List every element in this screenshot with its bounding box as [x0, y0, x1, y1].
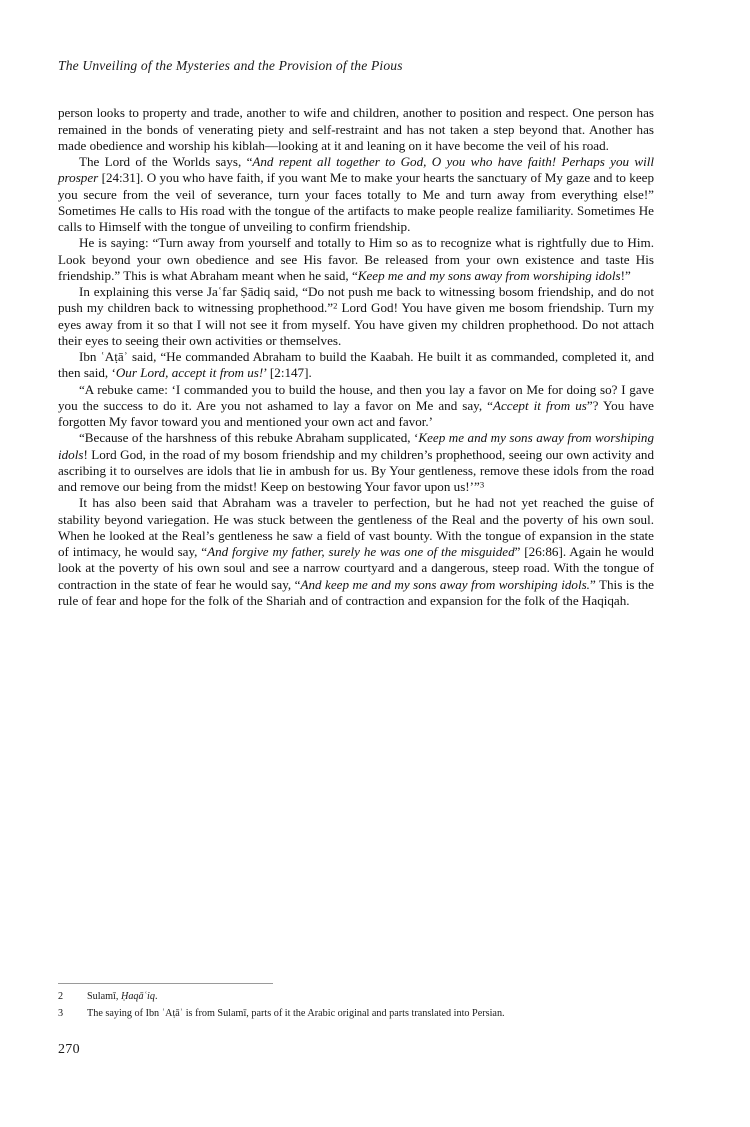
footnote-text — [87, 1007, 654, 1022]
text-run: And repent all together to God, O you who have faith! Perhaps you will prosper — [58, 154, 654, 186]
text-run: It has also been said that Abraham was a traveler to perfection, but he had not yet reached the guise of stability beyond variegation. He was stuck between the gentleness of the Real and the poverty of his own soul. When he looked at the Real’s gentleness he saw a field of vast bounty. With the tongue of expansion in the state of intimacy, he would say, “ — [58, 495, 654, 560]
text-run: Ibn ʿAṭāʾ said, “He commanded Abraham to build the Kaabah. He built it as commanded, completed it, and then said, ‘ — [58, 349, 654, 381]
text-run: The Lord of the Worlds says, “ — [79, 154, 253, 170]
paragraph — [58, 495, 654, 609]
footnote-separator-rule — [58, 983, 273, 984]
footnote-text — [87, 990, 654, 1005]
footnote-number: 3 — [58, 1007, 64, 1019]
text-run: . — [154, 991, 158, 1002]
text-run: Accept it from us — [493, 397, 587, 413]
text-run: In explaining this verse Jaʿfar Ṣādiq said, “Do not push me back to witnessing bosom friendship, and do not push my children back to witnessing prophethood.” — [58, 284, 654, 316]
footnote-item — [58, 1007, 654, 1022]
text-run: 3 — [479, 479, 485, 490]
paragraph — [58, 154, 654, 235]
body-text — [58, 105, 654, 609]
paragraph — [58, 382, 654, 431]
page-number: 270 — [58, 1042, 80, 1057]
text-run: “Because of the harshness of this rebuke Abraham supplicated, ‘ — [79, 430, 419, 446]
paragraph — [58, 284, 654, 349]
text-run: Ḥaqāʿiq — [120, 991, 155, 1002]
text-run: The saying of Ibn ʿAṭāʾ is from Sulamī, parts of it the Arabic original and parts translated into Persian. — [87, 1007, 505, 1019]
text-run: !” — [620, 267, 631, 283]
footnote-number: 2 — [58, 991, 64, 1002]
text-run: Keep me and my sons away from worshiping idols — [357, 267, 621, 283]
text-run: ” This is the rule of fear and hope for the folk of the Shariah and of contraction and expansion for the folk of the Haqiqah. — [58, 576, 654, 608]
paragraph — [58, 235, 654, 284]
paragraph — [58, 430, 654, 495]
text-run: [24:31]. O you who have faith, if you want Me to make your hearts the sanctuary of My gaze and to keep you secure from the veil of severance, turn your faces totally to Me and turn away from everything else!” Sometimes He calls to His road with the tongue of the artifacts to make people realize familiarity. Sometimes He calls to Himself with the tongue of unveiling to confirm friendship. — [58, 170, 654, 235]
footnote-area — [58, 983, 654, 1023]
text-run: Keep me and my sons away from worshiping idols — [58, 430, 654, 462]
text-run: ” [26:86]. Again he would look at the poverty of his own soul and see a narrow courtyard and a dangerous, steep road. With the tongue of contraction in the state of fear he would say, “ — [58, 544, 654, 592]
footnote-list — [58, 990, 654, 1021]
text-run: ’ [2:147]. — [263, 365, 312, 381]
text-run: And keep me and my sons away from worshiping idols. — [300, 576, 590, 592]
text-column — [58, 0, 654, 609]
text-run: And forgive my father, surely he was one of the misguided — [207, 544, 515, 560]
text-run: 2 — [333, 300, 338, 311]
running-head: The Unveiling of the Mysteries and the Provision of the Pious — [58, 58, 403, 73]
text-run: He is saying: “Turn away from yourself and totally to Him so as to recognize what is rightfully due to Him. Look beyond your own obedience and see His favor. Be released from your own existence and taste His friendship.” This is what Abraham meant when he said, “ — [58, 235, 654, 283]
text-run: “A rebuke came: ‘I commanded you to build the house, and then you lay a favor on Me for doing so? I gave you the success to do it. Are you not ashamed to lay a favor on Me and say, “ — [58, 381, 654, 413]
footnote-item — [58, 990, 654, 1005]
text-run: Lord God! You have given me bosom friendship. Turn my eyes away from it so that I will not see it from myself. You have given my children prophethood. Do not attach their eyes to seeing their own activities or themselves. — [58, 300, 654, 348]
text-run: Sulamī, — [87, 991, 121, 1002]
paragraph — [58, 349, 654, 382]
text-run: ”? You have forgotten My favor toward you and mentioned your own act and favor.’ — [58, 397, 654, 430]
paragraph — [58, 105, 654, 154]
text-run: person looks to property and trade, another to wife and children, another to position and respect. One person has remained in the bonds of venerating piety and self-restraint and has not taken a step beyond that. Another has made obedience and worship his kiblah—looking at it and leaning on it have become the veil of his road. — [58, 105, 654, 153]
text-run: ! Lord God, in the road of my bosom friendship and my children’s prophethood, seeing our own activity and ascribing it to ourselves are idols that lie in ambush for us. By Your gentleness, remove these idols from the road and remove our being from the midst! Keep on bestowing Your favor upon us!’” — [58, 446, 654, 495]
text-run: Our Lord, accept it from us! — [115, 365, 264, 381]
